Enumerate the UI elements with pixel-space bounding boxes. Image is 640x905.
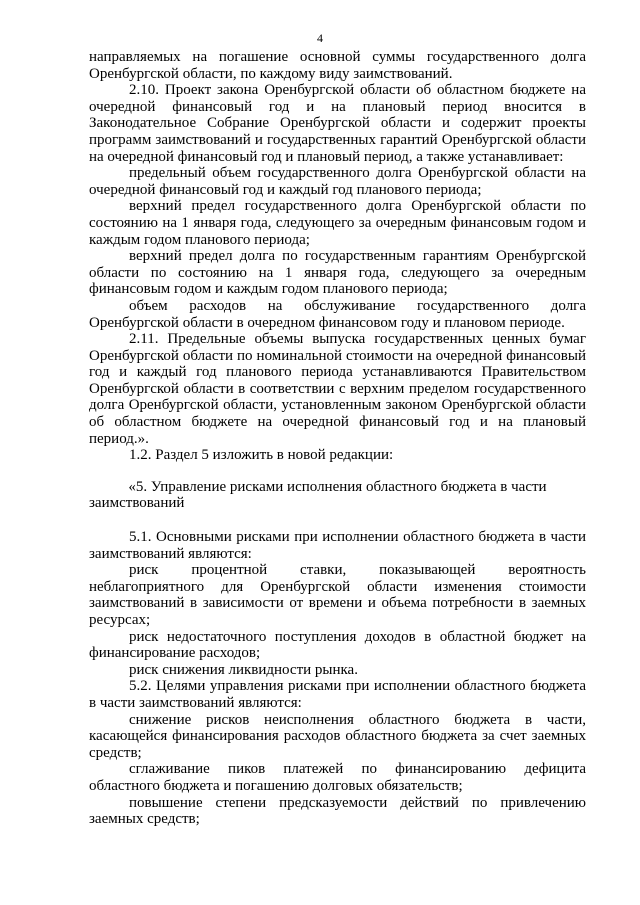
- page-number: 4: [317, 31, 323, 45]
- paragraph: верхний предел долга по государственным гарантиям Оренбургской области по состоянию на 1 января года, следующего за очередным финансовым годом и каждым годом планового периода;: [89, 248, 586, 298]
- paragraph: снижение рисков неисполнения областного бюджета в части, касающейся финансирования расходов областного бюджета за счет заемных средств;: [89, 711, 586, 761]
- paragraph: направляемых на погашение основной суммы государственного долга Оренбургской области, по каждому виду заимствований.: [89, 49, 586, 82]
- paragraph: 1.2. Раздел 5 изложить в новой редакции:: [129, 447, 394, 464]
- document-body: [89, 49, 586, 828]
- paragraph: риск снижения ликвидности рынка.: [129, 661, 358, 678]
- paragraph: 2.11. Предельные объемы выпуска государственных ценных бумаг Оренбургской области по номинальной стоимости на очередной финансовый год и каждый год планового периода устанавливаются Правительством Оренбургской области в соответствии с верхним пределом государственного долга Оренбургской области, установленным законом Оренбургской области об областном бюджете на очередной финансовый год и на плановый период.».: [89, 331, 586, 447]
- paragraph: 5.1. Основными рисками при исполнении областного бюджета в части заимствований являются:: [89, 529, 586, 562]
- paragraph: повышение степени предсказуемости действий по привлечению заемных средств;: [89, 794, 586, 828]
- paragraph: риск недостаточного поступления доходов в областной бюджет на финансирование расходов;: [89, 628, 586, 662]
- paragraph: предельный объем государственного долга Оренбургской области на очередной финансовый год и каждый год планового периода;: [89, 165, 586, 198]
- section-heading: «5. Управление рисками исполнения областного бюджета в части заимствований: [89, 478, 547, 512]
- paragraph: риск процентной ставки, показывающей вероятность неблагоприятного для Оренбургской области изменения стоимости заимствований в зависимости от времени и объема потребности в заемных ресурсах;: [89, 562, 586, 628]
- paragraph: 5.2. Целями управления рисками при исполнении областного бюджета в части заимствований являются:: [89, 678, 586, 711]
- paragraph: сглаживание пиков платежей по финансированию дефицита областного бюджета и погашению долговых обязательств;: [89, 761, 586, 794]
- paragraph: 2.10. Проект закона Оренбургской области об областном бюджете на очередной финансовый год и на плановый период вносится в Законодательное Собрание Оренбургской области и содержит проекты программ заимствований и государственных гарантий Оренбургской области на очередной финансовый год и плановый период, а также устанавливает:: [89, 82, 586, 165]
- paragraph: объем расходов на обслуживание государственного долга Оренбургской области в очередном финансовом году и плановом периоде.: [89, 297, 586, 331]
- paragraph: верхний предел государственного долга Оренбургской области по состоянию на 1 января года, следующего за очередным финансовым годом и каждым годом планового периода;: [89, 198, 586, 248]
